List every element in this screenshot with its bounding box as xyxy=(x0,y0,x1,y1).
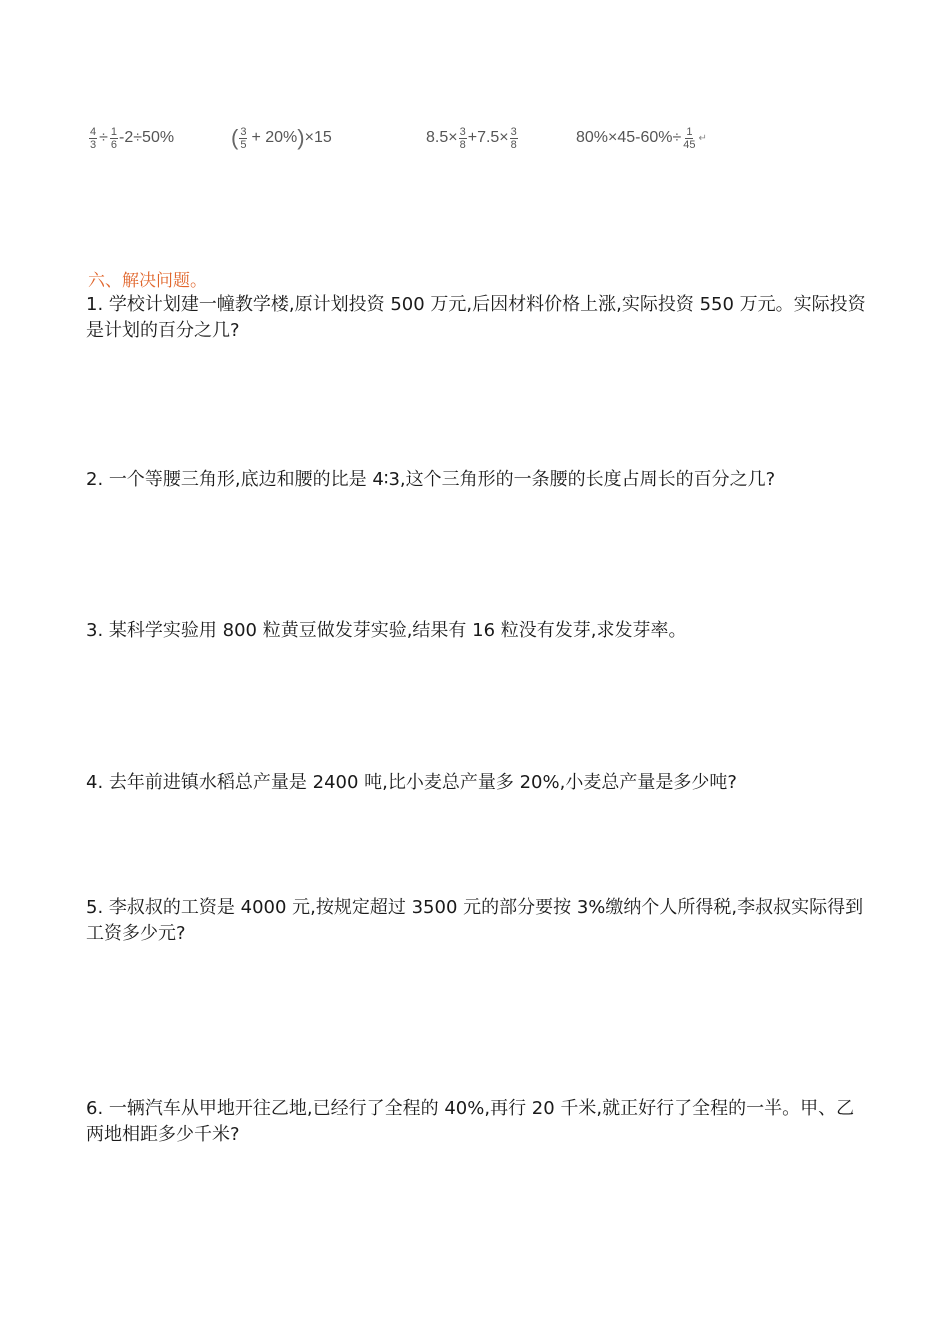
expression-part-a: 80%×45-60%÷ xyxy=(576,129,682,146)
open-paren: ( xyxy=(231,125,239,150)
expression-middle: + 20% xyxy=(251,129,298,146)
question-2: 2. 一个等腰三角形,底边和腰的比是 4∶3,这个三角形的一条腰的长度占周长的百分之几? xyxy=(86,469,776,490)
expression-rest: ×15 xyxy=(304,129,332,146)
numerator: 3 xyxy=(240,125,247,138)
fraction xyxy=(89,126,97,151)
question-4: 4. 去年前进镇水稻总产量是 2400 吨,比小麦总产量多 20%,小麦总产量是多少吨? xyxy=(86,772,737,793)
expression-part-b: +7.5× xyxy=(467,129,509,146)
fraction xyxy=(682,126,696,151)
numerator: 3 xyxy=(510,125,517,138)
expression-4 xyxy=(576,118,707,158)
operator: ÷ xyxy=(99,129,108,146)
denominator: 8 xyxy=(459,138,466,151)
fraction xyxy=(239,126,247,151)
question-3: 3. 某科学实验用 800 粒黄豆做发芽实验,结果有 16 粒没有发芽,求发芽率。 xyxy=(86,620,687,641)
denominator: 8 xyxy=(510,138,517,151)
question-1: 1. 学校计划建一幢教学楼,原计划投资 500 万元,后因材料价格上涨,实际投资 550 万元。实际投资是计划的百分之几? xyxy=(86,294,866,341)
expression-3 xyxy=(426,118,519,158)
numerator: 3 xyxy=(459,125,466,138)
denominator: 6 xyxy=(110,138,118,151)
denominator: 45 xyxy=(683,138,696,151)
numerator: 1 xyxy=(686,125,693,138)
section-title: 六、解决问题。 xyxy=(88,271,207,291)
close-paren: ) xyxy=(297,125,305,150)
return-mark-icon: ↵ xyxy=(698,132,707,144)
question-6: 6. 一辆汽车从甲地开往乙地,已经行了全程的 40%,再行 20 千米,就正好行了全程的一半。甲、乙两地相距多少千米? xyxy=(86,1098,855,1145)
fraction xyxy=(510,126,518,151)
expression-rest: -2÷50% xyxy=(119,129,175,146)
numerator: 1 xyxy=(110,125,118,138)
expression-1 xyxy=(88,118,174,158)
expression-2 xyxy=(231,118,332,158)
denominator: 3 xyxy=(90,138,97,151)
numerator: 4 xyxy=(90,125,97,138)
question-5: 5. 李叔叔的工资是 4000 元,按规定超过 3500 元的部分要按 3%缴纳个人所得税,李叔叔实际得到工资多少元? xyxy=(86,897,864,944)
denominator: 5 xyxy=(240,138,247,151)
expression-part-a: 8.5× xyxy=(426,129,458,146)
expression-row xyxy=(88,118,808,158)
fraction xyxy=(110,126,118,151)
fraction xyxy=(459,126,467,151)
